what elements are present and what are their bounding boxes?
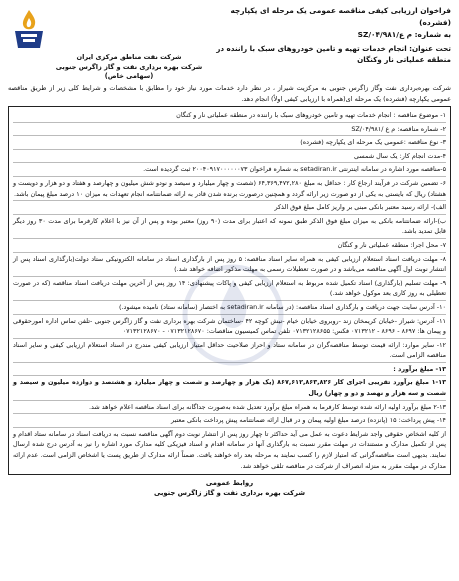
detail-item: ۵-مناقصه مورد اشاره در سامانه اینترنتی setadiran.ir به شماره فراخوان ۲۰۰۴۰۹۱۷۰۰۰۰۰۰۷۳ ثبت گردیده است. [13,163,446,177]
detail-item: ۷- محل اجرا: منطقه عملیاتی نار و کنگان [13,239,446,253]
signature-block [8,478,451,498]
detail-item: ب)-ارائه ضمانتنامه بانکی به میزان مبلغ فوق الذکر طبق نمونه که اعتبار برای مدت (۹۰ روز) معتبر بوده و پس از آن نیز با اعلام کارفرما برای مدت ۳۰ روز دیگر قابل تمدید باشد. [13,215,446,239]
detail-item: الف)- ارائه رسید معتبر بانکی مبنی بر واریز کامل مبلغ فوق الذکر [13,201,446,215]
title-block [201,5,451,65]
detail-item: ۶- تضمین شرکت در فرآیند ارجاع کار : حداقل به مبلغ ۶۴,۳۶۹,۴۷۲,۲۸۰ (شصت و چهار میلیارد و سیصد و نودو شش میلیون و چهارصد و هفتاد و دو هزار و دویست و هشتاد) ریال که بایستی به یکی از دو صورت زیر ارائه گردد و همچنین درصورت برنده شدن قادر به ارائه ضمانتنامه انجام تعهدات به میزان ۱۰ درصد مبلغ پیمان باشد. [13,177,446,201]
detail-item: ۱-۱۳ مبلغ برآورد تقریبی اجرای کار ۸۶۷,۶۱۲,۸۶۳,۸۲۶ (یک هزار و چهارصد و شصت و چهار میلیارد و هشتصد و دوازده میلیون و سیصد و شصت و سه هزار و نهصد و دو و چهار) ریال [13,376,446,400]
detail-item: ۱۴- پیش پرداخت: ۱۵ (پانزده) درصد مبلغ اولیه پیمان و در قبال ارائه ضمانتنامه پیش پرداخت بانکی معتبر [13,414,446,428]
nioc-logo-icon [10,7,48,51]
company-line: (سهامی خاص) [104,72,154,80]
tender-details-box [8,106,451,475]
company-line: شرکت نفت مناطق مرکزی ایران [76,53,182,61]
detail-item: ۸- مهلت دریافت اسناد استعلام ارزیابی کیفی به همراه سایر اسناد مناقصه: ۵ روز پس از بارگذاری اسناد در سامانه الکترونیکی ستاد دولت(بارگذاری اسناد پس از انتشار نوبت اول آگهی مناقصه می‌باشد و در صورت تعطیلات رسمی به مهلت مذکور اضافه خواهد شد.) [13,253,446,277]
detail-item: ۱۱- آدرس: شیراز -خیابان کریمخان زند -روبروی خیابان خیام -نبش کوچه ۴۲ -ساختمان شرکت بهره برداری نفت و گاز زاگرس جنوبی -تلفن تماس اداره امورحقوقی و پیمان ها: ۸۶۹۷ - ۸۶۹۶ - ۰۷۱۳۲۱۲ فکس: ۰۷۱۳۲۱۲۸۶۵۵ تلفن تماس کمیسیون مناقصات: ۰۷۱۳۲۱۲۸۶۷۰ - ۰۷۱۳۲۱۲۸۶۷۰ [13,315,446,339]
detail-item: ۲- شماره مناقصه: م ع /۰۴/۹۸۱/SZ [13,123,446,137]
detail-item: ۱۳- مبلغ برآورد : [13,363,446,377]
intro-paragraph: شرکت بهره‌برداری نفت وگاز زاگرس جنوبی به مرکزیت شیراز ، در نظر دارد خدمات مورد نیاز خود را مطابق با مشخصات و شرایط کلی زیر از طریق مناقصه عمومی یکپارچه (فشرده) یک مرحله ای(همراه با ارزیابی کیفی اولاً) انجام دهد. [8,84,451,103]
notice-title: فراخوان ارزیابی کیفی مناقصه عمومی یک مرحله ای یکپارچه (فشرده) [230,6,451,27]
detail-item: ۱- موضوع مناقصه : انجام خدمات تهیه و تامین خودروهای سبک با راننده در منطقه عملیاتی نار و کنگان [13,109,446,123]
detail-item: ۱۰- آدرس سایت جهت دریافت و بارگذاری اسناد مناقصه: (در سامانه setadiran.ir به اختصار (سامانه ستاد) نامیده میشود.) [13,301,446,315]
detail-item: ۹- مهلت تسلیم (بارگذاری) اسناد تکمیل شده مربوط به استعلام ارزیابی کیفی و پاکات پیشنهادی: ۱۴ روز پس از آخرین مهلت دریافت اسناد مناقصه (که در صورت تعطیلی به روز کاری بعد موکول خواهد شد.) [13,277,446,301]
detail-item: ۲-۱۳ مبلغ برآورد اولیه ارائه شده توسط کارفرما به همراه مبلغ برآورد تعدیل شده به‌صورت جداگانه برای اسناد مناقصه اعلام خواهد شد. [13,401,446,415]
notice-header [8,5,451,83]
tender-notice [8,5,451,571]
detail-item: از کلیه اشخاص حقوقی واجد شرایط دعوت به عمل می آید حداکثر تا چهار روز پس از انتشار نوبت دوم آگهی مناقصه نسبت به دریافت اسناد در سامانه ستاد اقدام و پس از تکمیل مدارک و مستندات در مهلت مقرر نسبت به بارگذاری آنها در سامانه اقدام و اسناد فیزیکی کلیه مدارک مورد اشاره را نیز به آدرس درج شده ارسال نمایند. بدیهی است مناقصه‌گرانی که امتیاز لازم را کسب نمایند به مرحله بعد راه خواهند یافت. ضمناً ارائه مدارک از طریق پست یا اشخاص الزامی است. عدم ارائه مدارک در مهلت مقرر به منزله انصراف از شرکت در مناقصه تلقی خواهد شد. [13,429,446,470]
tender-number: به شماره: م ع/۰۴/۹۸۱/SZ [357,30,451,39]
company-line: شرکت بهره برداری نفت و گاز زاگرس جنوبی [55,62,203,71]
detail-item: ۳- نوع مناقصه :عمومی یک مرحله ای یکپارچه (فشرده) [13,136,446,150]
company-block [54,53,204,82]
detail-item: ۴-مدت انجام کار: یک سال شمسی [13,150,446,164]
notice-subject: تحت عنوان: انجام خدمات تهیه و تامین خودروهای سبک با راننده در منطقه عملیاتی نار وکنگان [216,44,451,64]
detail-item: ۱۲- سایر موارد: ارائه قیمت توسط مناقصه‌گران در سامانه ستاد و احراز صلاحیت حداقل امتیاز ارزیابی کیفی مندرج در اسناد استعلام ارزیابی کیفی و سایر اسناد مناقصه الزامی است. [13,339,446,363]
signature-line: روابط عمومی [205,479,254,488]
signature-line: شرکت بهره برداری نفت و گاز زاگرس جنوبی [153,489,306,498]
